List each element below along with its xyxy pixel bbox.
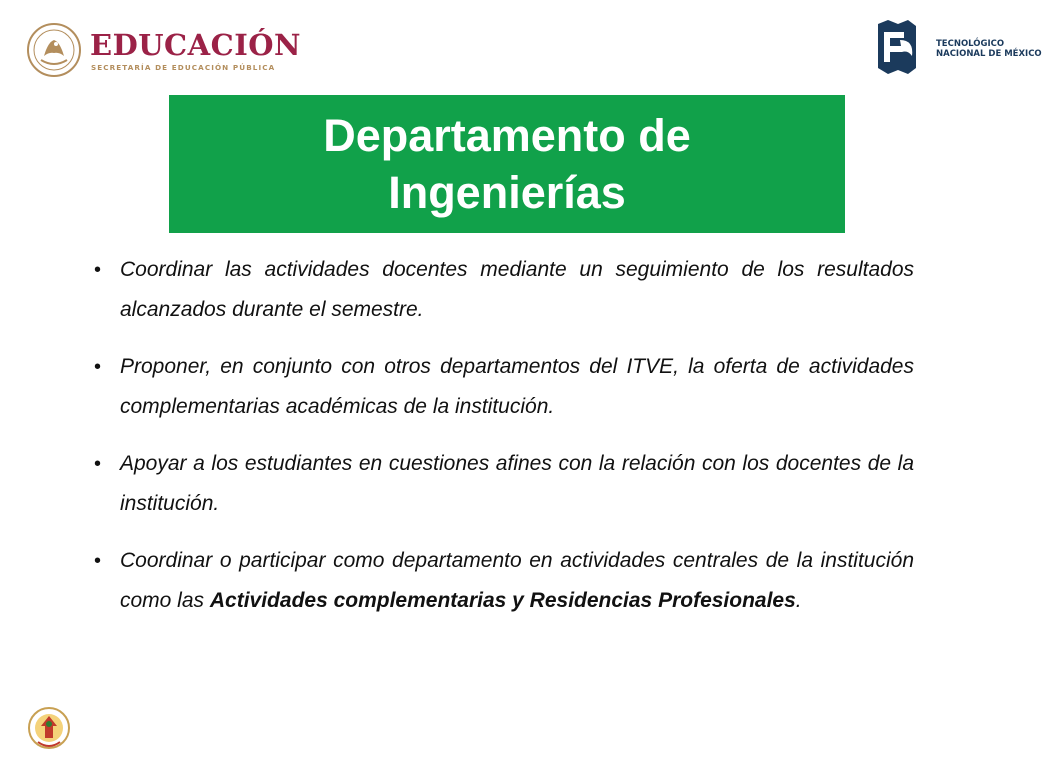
tecnm-logo <box>874 16 1042 82</box>
list-item <box>94 541 914 621</box>
tecnm-line2: NACIONAL DE MÉXICO <box>936 49 1042 59</box>
institute-crest-icon <box>26 704 72 754</box>
bullet-list <box>94 250 914 638</box>
sep-logo-subtitle: SECRETARÍA DE EDUCACIÓN PÚBLICA <box>91 63 276 72</box>
bullet-text-after: . <box>795 589 802 612</box>
sep-logo-title: EDUCACIÓN <box>90 28 302 62</box>
list-item <box>94 347 914 427</box>
bullet-text: Apoyar a los estudiantes en cuestiones afines con la relación con los docentes de la institución. <box>120 452 914 515</box>
bullet-icon: • <box>94 259 102 281</box>
bullet-text: Proponer, en conjunto con otros departamentos del ITVE, la oferta de actividades complementarias académicas de la institución. <box>120 355 914 418</box>
title-line1: Departamento de <box>323 110 691 161</box>
bullet-icon: • <box>94 356 102 378</box>
bullet-icon: • <box>94 453 102 475</box>
bullet-text: Coordinar las actividades docentes mediante un seguimiento de los resultados alcanzados durante el semestre. <box>120 258 914 321</box>
bullet-text-before: Coordinar o participar como departamento en actividades centrales de la institución como las <box>120 549 914 612</box>
tecnm-line1: TECNOLÓGICO <box>936 39 1005 49</box>
gear-eagle-icon <box>874 16 920 78</box>
list-item <box>94 444 914 524</box>
title-line2: Ingenierías <box>388 167 626 218</box>
title-banner <box>169 95 845 233</box>
page-title <box>169 107 845 221</box>
bullet-icon: • <box>94 550 102 572</box>
list-item <box>94 250 914 330</box>
sep-logo <box>26 22 302 82</box>
bullet-bold-term: Actividades complementarias y Residencias Profesionales <box>209 589 796 612</box>
tecnm-logo-text <box>936 39 1042 59</box>
mexico-seal-icon <box>26 22 82 78</box>
